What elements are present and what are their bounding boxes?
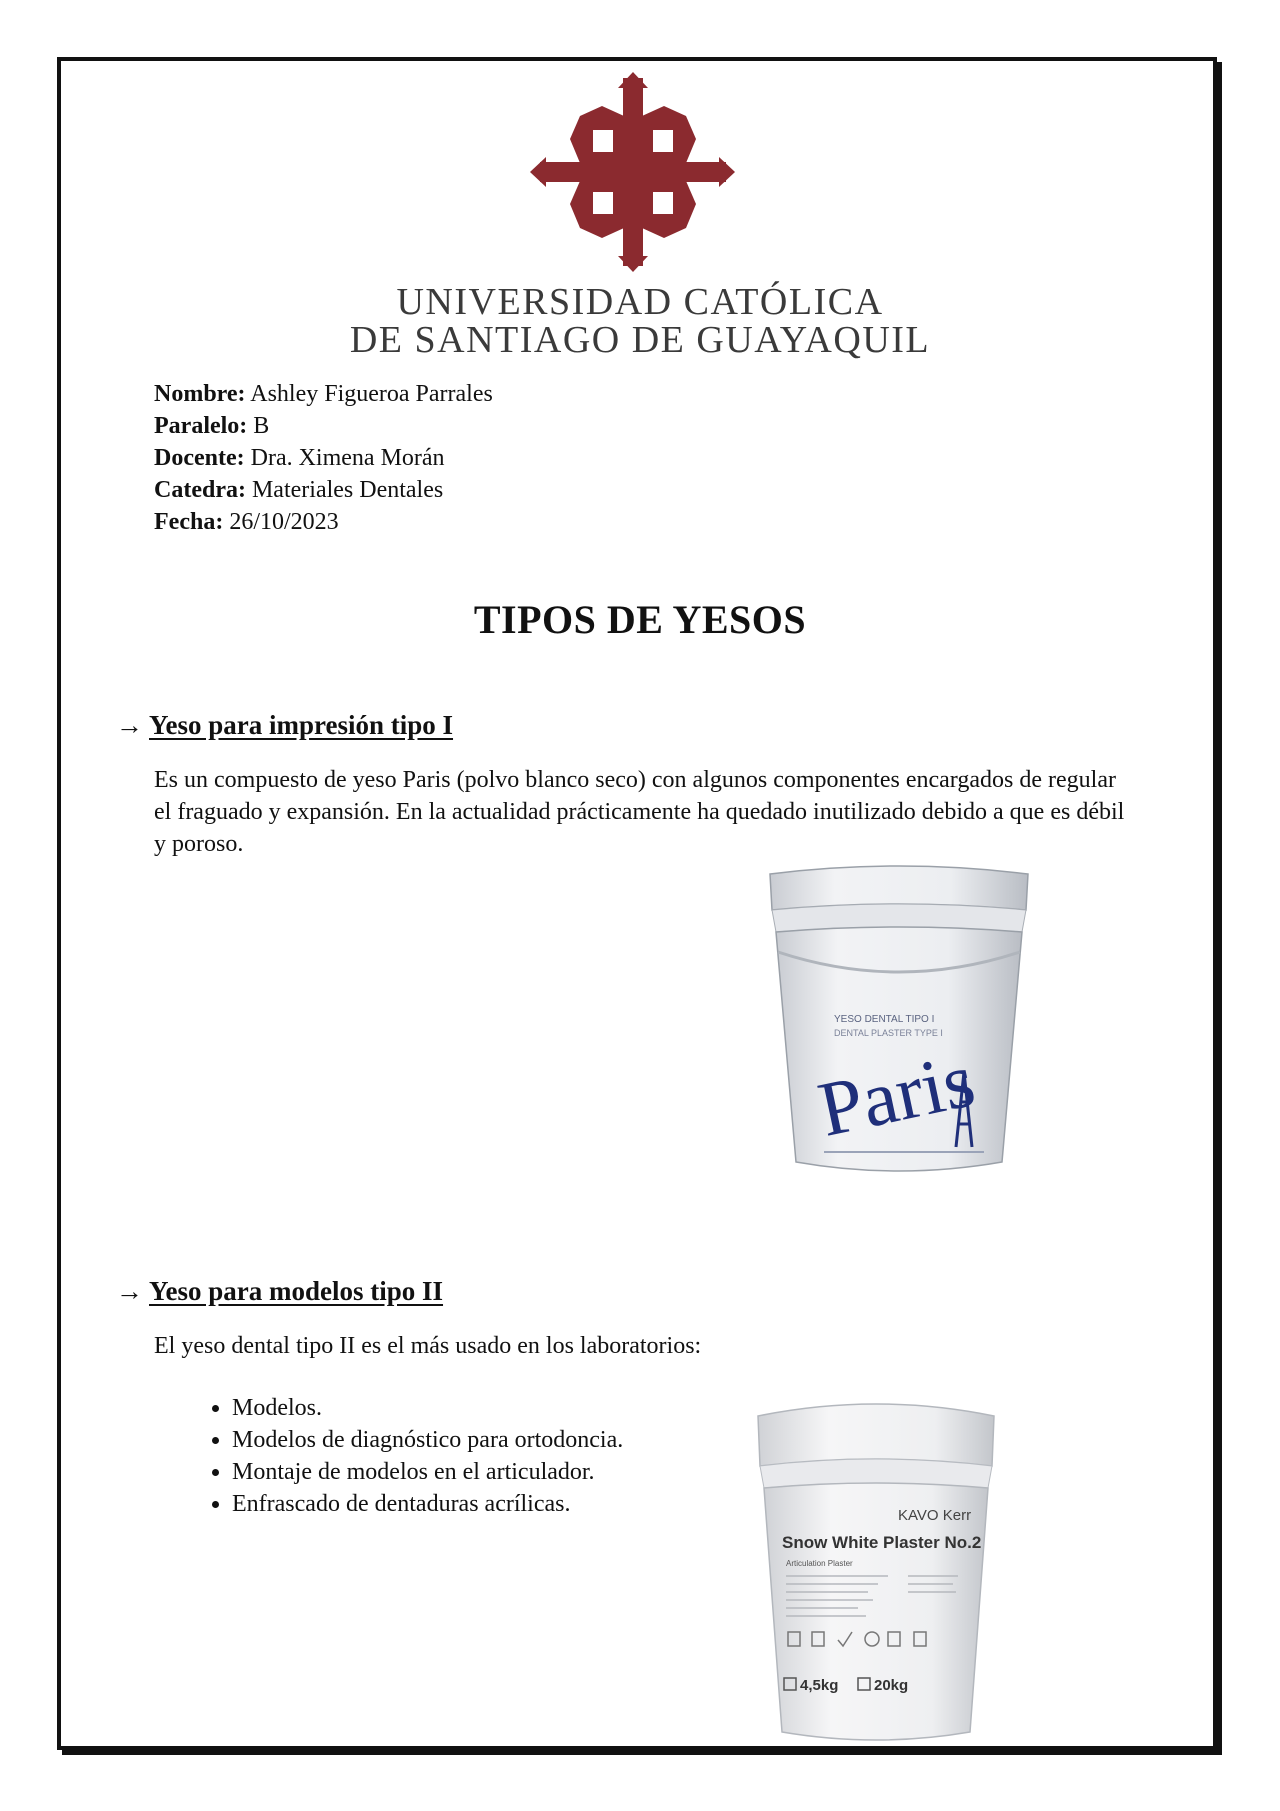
list-item: • Enfrascado de dentaduras acrílicas. [232,1488,623,1520]
info-value: Ashley Figueroa Parrales [250,381,493,407]
weight-option-1: 4,5kg [800,1677,839,1694]
info-row-nombre [154,378,493,410]
info-label: Nombre: [154,381,246,407]
university-name-line2: DE SANTIAGO DE GUAYAQUIL [349,319,931,361]
info-value: Dra. Ximena Morán [250,445,445,471]
section-heading-text: Yeso para modelos tipo II [149,1276,444,1306]
university-name-line1: UNIVERSIDAD CATÓLICA [396,281,884,323]
arrow-right-icon: → [116,710,143,740]
section-heading-tipo-2 [116,1276,443,1307]
info-value: B [253,413,270,439]
paris-bucket-image [764,862,1034,1192]
section-heading-text: Yeso para impresión tipo I [149,710,454,740]
info-row-paralelo [154,410,493,442]
snow-white-bucket-image [748,1396,1004,1746]
university-logo-icon [530,72,735,272]
info-value: 26/10/2023 [229,509,339,535]
product-name: Snow White Plaster No.2 [782,1533,982,1552]
product-subtitle: Articulation Plaster [786,1559,853,1568]
info-row-catedra [154,474,493,506]
list-item: • Modelos. [232,1392,623,1424]
uses-list [190,1392,623,1520]
bucket-small-text: DENTAL PLASTER TYPE I [834,1028,943,1038]
weight-option-2: 20kg [874,1677,909,1694]
info-row-docente [154,442,493,474]
paris-brand-text: Paris [811,1035,982,1153]
list-item: • Modelos de diagnóstico para ortodoncia. [232,1424,623,1456]
section-paragraph: Es un compuesto de yeso Paris (polvo blanco seco) con algunos componentes encargados de regular el fraguado y expansión. En la actualidad prácticamente ha quedado inutilizado debido a que es débil y poroso. [154,767,1125,857]
section-heading-tipo-1 [116,710,453,741]
bucket-small-text: YESO DENTAL TIPO I [834,1014,935,1025]
info-value: Materiales Dentales [251,477,444,503]
document-title: TIPOS DE YESOS [473,597,807,642]
info-label: Fecha: [154,509,224,535]
kavo-kerr-brand: KAVO Kerr [898,1507,972,1524]
arrow-right-icon: → [116,1276,143,1306]
student-info [154,378,493,538]
info-label: Docente: [154,445,245,471]
section-paragraph: El yeso dental tipo II es el más usado en los laboratorios: [154,1333,702,1359]
list-item: • Montaje de modelos en el articulador. [232,1456,623,1488]
info-label: Catedra: [154,477,246,503]
info-label: Paralelo: [154,413,248,439]
info-row-fecha [154,506,493,538]
